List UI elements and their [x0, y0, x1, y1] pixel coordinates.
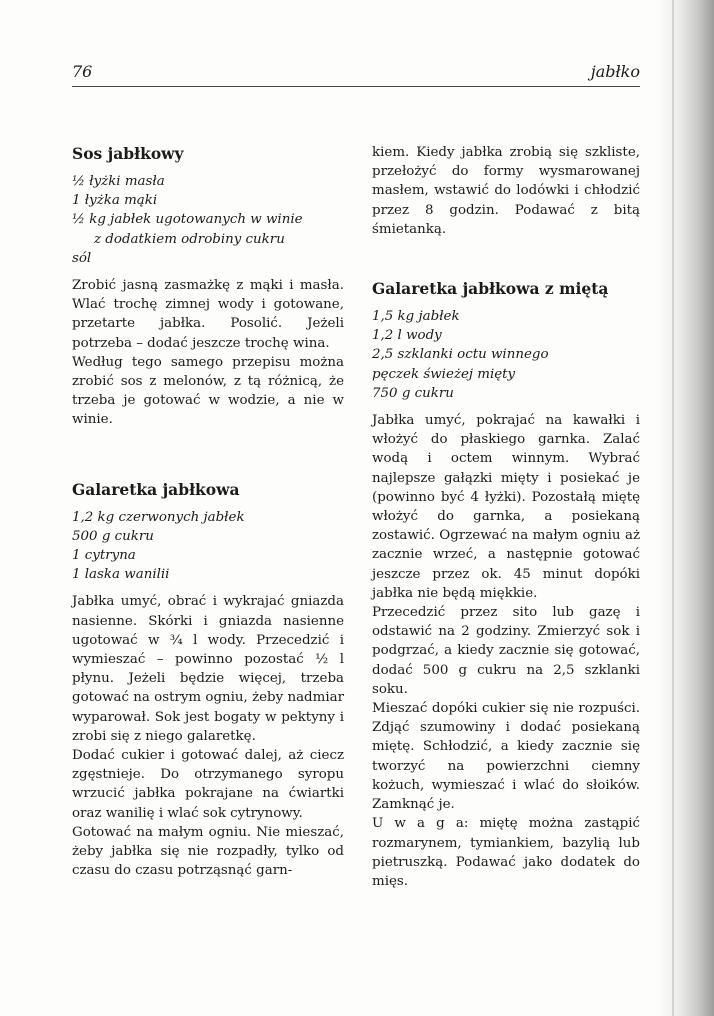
ingredient: ½ łyżki masła	[72, 174, 165, 189]
instruction-paragraph: Według tego samego przepisu można zrobić sos z melonów, z tą różnicą, że trzeba je gotować w wodzie, a nie w winie.	[72, 354, 344, 428]
recipe-title: Galaretka jabłkowa z miętą	[372, 279, 609, 299]
ingredient: 1 laska wanilii	[72, 567, 170, 583]
page-number: 76	[72, 62, 93, 81]
ingredient: 1,2 l wody	[372, 328, 442, 344]
instruction-paragraph: Jabłka umyć, obrać i wykrajać gniazda nasienne. Skórki i gniazda nasienne ugotować w ¾ l wody. Przecedzić i wymieszać – powinno pozostać ½ l płynu. Jeżeli będzie więcej, trzeba gotować na ostrym ogniu, żeby nadmiar wyparował. Sok jest bogaty w pektyny i zrobi się z niego galaretkę.	[72, 594, 344, 744]
instruction-paragraph: Przecedzić przez sito lub gazę i odstawić na 2 godziny. Zmierzyć sok i podgrzać, a kiedy zacznie się gotować, dodać 500 g cukru na 2,5 szklanki soku.	[372, 605, 640, 697]
page-edge-line	[672, 0, 674, 1016]
instruction-paragraph: Zrobić jasną zasmażkę z mąki i masła. Wlać trochę zimnej wody i gotowane, przetarte jabłka. Posolić. Jeżeli potrzeba – dodać jeszcze trochę wina.	[72, 278, 344, 351]
ingredient: sól	[72, 250, 92, 266]
ingredient: 1 cytryna	[72, 548, 136, 564]
recipe-galaretka-z-mieta	[372, 279, 640, 891]
recipe-title: Sos jabłkowy	[72, 144, 184, 163]
ingredient: 2,5 szklanki octu winnego	[372, 347, 549, 363]
recipe-sos-jablkowy	[72, 144, 344, 430]
ingredient-list	[72, 172, 344, 268]
ingredient: 1 łyżka mąki	[72, 193, 158, 209]
section-spacer	[372, 239, 640, 279]
ingredient: 750 g cukru	[372, 385, 454, 401]
instruction-paragraph: Gotować na małym ogniu. Nie mieszać, żeby jabłka się nie rozpadły, tylko od czasu do czasu potrząsnąć garn-	[72, 824, 344, 879]
ingredient: 500 g cukru	[72, 528, 154, 544]
running-title: jabłko	[590, 62, 640, 81]
ingredient-list	[72, 508, 344, 585]
ingredient: 1,5 kg jabłek	[372, 309, 460, 325]
ingredient: 1,2 kg czerwonych jabłek	[72, 509, 245, 525]
right-column	[372, 143, 640, 891]
page-header	[72, 60, 640, 87]
ingredient: ½ kg jabłek ugotowanych w winie	[72, 212, 303, 228]
ingredient: pęczek świeżej mięty	[372, 366, 516, 382]
continued-paragraph: kiem. Kiedy jabłka zrobią się szkliste, przełożyć do formy wysmarowanej masłem, wstawić do lodówki i chłodzić przez 8 godzin. Podawać z bitą śmietanką.	[372, 145, 640, 237]
instruction-paragraph: Mieszać dopóki cukier się nie rozpuści. Zdjąć szumowiny i dodać posiekaną miętę. Schłodzić, a kiedy zacznie się tworzyć na powierzchni ciemny kożuch, wymieszać i wlać do słoików. Zamknąć je.	[372, 701, 640, 813]
section-spacer	[72, 430, 344, 480]
recipe-title: Galaretka jabłkowa	[72, 479, 240, 499]
left-column	[72, 144, 344, 881]
instruction-paragraph: Dodać cukier i gotować dalej, aż ciecz zgęstnieje. Do otrzymanego syropu wrzucić jabłka pokrajane na ćwiartki oraz wanilię i wlać sok cytrynowy.	[72, 748, 344, 821]
ingredient: z dodatkiem odrobiny cukru	[94, 231, 285, 247]
instruction-paragraph: Jabłka umyć, pokrajać na kawałki i włożyć do płaskiego garnka. Zalać wodą i octem winnym. Wybrać najlepsze gałązki mięty i posiekać je (powinno być 4 łyżki). Pozostałą miętę włożyć do garnka, a posiekaną zostawić. Ogrzewać na małym ogniu aż zacznie wrzeć, a następnie gotować jeszcze przez ok. 45 minut dopóki jabłka nie będą miękkie.	[372, 413, 640, 601]
ingredient-list	[372, 307, 640, 403]
recipe-galaretka-jablkowa	[72, 480, 344, 881]
book-spine-shadow	[660, 0, 714, 1016]
note-paragraph: U w a g a: miętę można zastąpić rozmarynem, tymiankiem, bazylią lub pietruszką. Podawać jako dodatek do mięs.	[372, 816, 640, 889]
